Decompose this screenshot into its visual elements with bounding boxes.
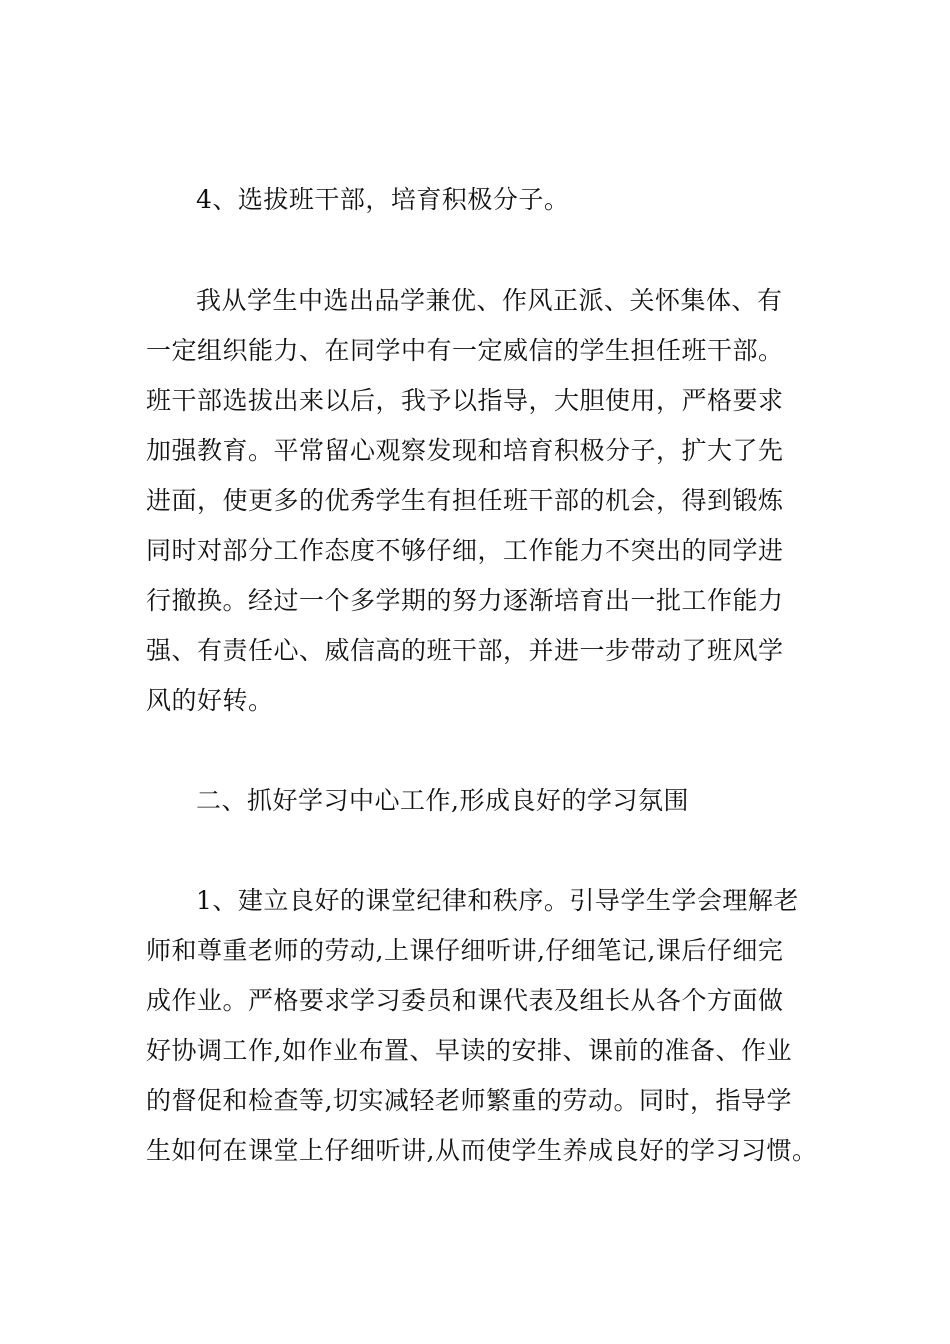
paragraph-line: 成作业。严格要求学习委员和课代表及组长从各个方面做 [146,986,784,1015]
paragraph-line: 师和尊重老师的劳动,上课仔细听讲,仔细笔记,课后仔细完 [146,936,784,965]
paragraph-line: 班干部选拔出来以后，我予以指导，大胆使用，严格要求 [146,386,784,415]
section-heading-2: 二、抓好学习中心工作,形成良好的学习氛围 [196,786,689,815]
paragraph-line: 的督促和检查等,切实减轻老师繁重的劳动。同时，指导学 [146,1086,792,1115]
paragraph-line: 风的好转。 [146,686,274,715]
paragraph-line: 加强教育。平常留心观察发现和培育积极分子，扩大了先 [146,436,784,465]
paragraph-line: 我从学生中选出品学兼优、作风正派、关怀集体、有 [196,286,783,315]
paragraph-line: 好协调工作,如作业布置、早读的安排、课前的准备、作业 [146,1036,792,1065]
subheading-4: 4、选拔班干部，培育积极分子。 [196,185,570,214]
paragraph-line: 1、建立良好的课堂纪律和秩序。引导学生学会理解老 [196,886,799,915]
paragraph-line: 进面，使更多的优秀学生有担任班干部的机会，得到锻炼 [146,486,784,515]
paragraph-line: 同时对部分工作态度不够仔细，工作能力不突出的同学进 [146,536,784,565]
paragraph-line: 强、有责任心、威信高的班干部，并进一步带动了班风学 [146,636,784,665]
paragraph-line: 一定组织能力、在同学中有一定威信的学生担任班干部。 [146,336,784,365]
paragraph-line: 生如何在课堂上仔细听讲,从而使学生养成良好的学习习惯。 [146,1136,818,1165]
paragraph-line: 行撤换。经过一个多学期的努力逐渐培育出一批工作能力 [146,586,784,615]
